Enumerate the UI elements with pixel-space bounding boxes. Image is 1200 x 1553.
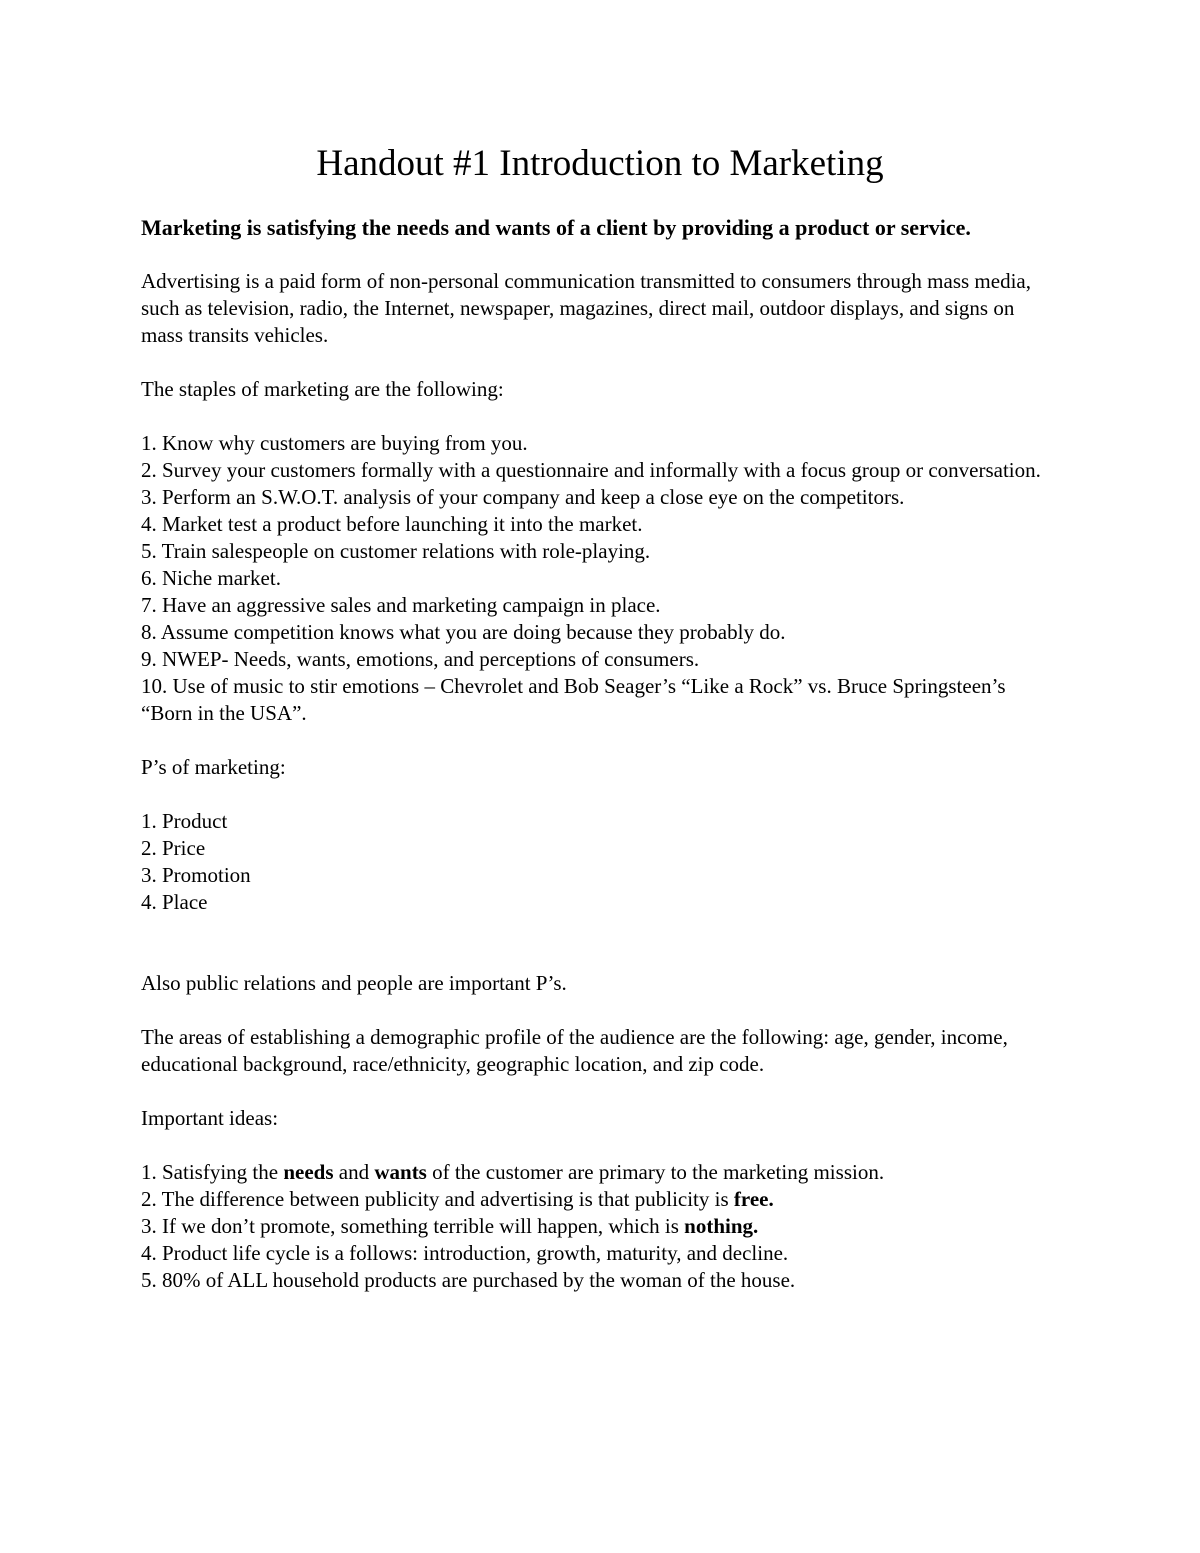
list-item: 7. Have an aggressive sales and marketing campaign in place. bbox=[141, 593, 661, 617]
idea-text: 1. Satisfying the bbox=[141, 1160, 284, 1184]
list-item bbox=[141, 1213, 1051, 1240]
list-item: 8. Assume competition knows what you are doing because they probably do. bbox=[141, 620, 786, 644]
idea-emphasis: wants bbox=[374, 1160, 427, 1184]
list-item: 2. Price bbox=[141, 836, 206, 860]
idea-text: 2. The difference between publicity and advertising is that publicity is bbox=[141, 1187, 734, 1211]
list-item bbox=[141, 1186, 1051, 1213]
idea-text: and bbox=[333, 1160, 375, 1184]
list-item: 4. Market test a product before launching it into the market. bbox=[141, 512, 643, 536]
list-item: 1. Product bbox=[141, 809, 228, 833]
list-item bbox=[141, 1159, 1051, 1186]
idea-emphasis: nothing. bbox=[684, 1214, 759, 1238]
ps-list bbox=[141, 808, 1051, 916]
idea-text: 3. If we don’t promote, something terrible will happen, which is bbox=[141, 1214, 685, 1238]
staples-list bbox=[141, 430, 1051, 727]
advertising-paragraph: Advertising is a paid form of non-personal communication transmitted to consumers through mass media, such as television, radio, the Internet, newspaper, magazines, direct mail, outdoor displays, and signs on mass transits vehicles. bbox=[141, 269, 1031, 347]
list-item: 6. Niche market. bbox=[141, 566, 281, 590]
marketing-definition: Marketing is satisfying the needs and wants of a client by providing a product or service. bbox=[141, 215, 971, 240]
list-item: 10. Use of music to stir emotions – Chevrolet and Bob Seager’s “Like a Rock” vs. Bruce Springsteen’s “Born in the USA”. bbox=[141, 674, 1006, 725]
demographic-paragraph: The areas of establishing a demographic profile of the audience are the following: age, gender, income, educational background, race/ethnicity, geographic location, and zip code. bbox=[141, 1025, 1008, 1076]
page-title: Handout #1 Introduction to Marketing bbox=[316, 143, 884, 184]
idea-text: of the customer are primary to the marketing mission. bbox=[426, 1160, 885, 1184]
list-item: 3. Promotion bbox=[141, 863, 251, 887]
list-item: 1. Know why customers are buying from you. bbox=[141, 431, 528, 455]
ps-intro: P’s of marketing: bbox=[141, 755, 286, 779]
ideas-intro: Important ideas: bbox=[141, 1106, 279, 1130]
list-item: 9. NWEP- Needs, wants, emotions, and perceptions of consumers. bbox=[141, 647, 700, 671]
list-item: 5. Train salespeople on customer relations with role-playing. bbox=[141, 539, 651, 563]
list-item: 2. Survey your customers formally with a questionnaire and informally with a focus group or conversation. bbox=[141, 458, 1041, 482]
list-item: 4. Product life cycle is a follows: introduction, growth, maturity, and decline. bbox=[141, 1241, 789, 1265]
list-item: 4. Place bbox=[141, 890, 208, 914]
document-body bbox=[141, 212, 1051, 1321]
also-ps-paragraph: Also public relations and people are important P’s. bbox=[141, 971, 567, 995]
staples-intro: The staples of marketing are the following: bbox=[141, 377, 504, 401]
list-item: 5. 80% of ALL household products are purchased by the woman of the house. bbox=[141, 1268, 796, 1292]
list-item: 3. Perform an S.W.O.T. analysis of your company and keep a close eye on the competitors. bbox=[141, 485, 905, 509]
ideas-list bbox=[141, 1159, 1051, 1294]
idea-emphasis: free. bbox=[733, 1187, 774, 1211]
idea-emphasis: needs bbox=[283, 1160, 334, 1184]
